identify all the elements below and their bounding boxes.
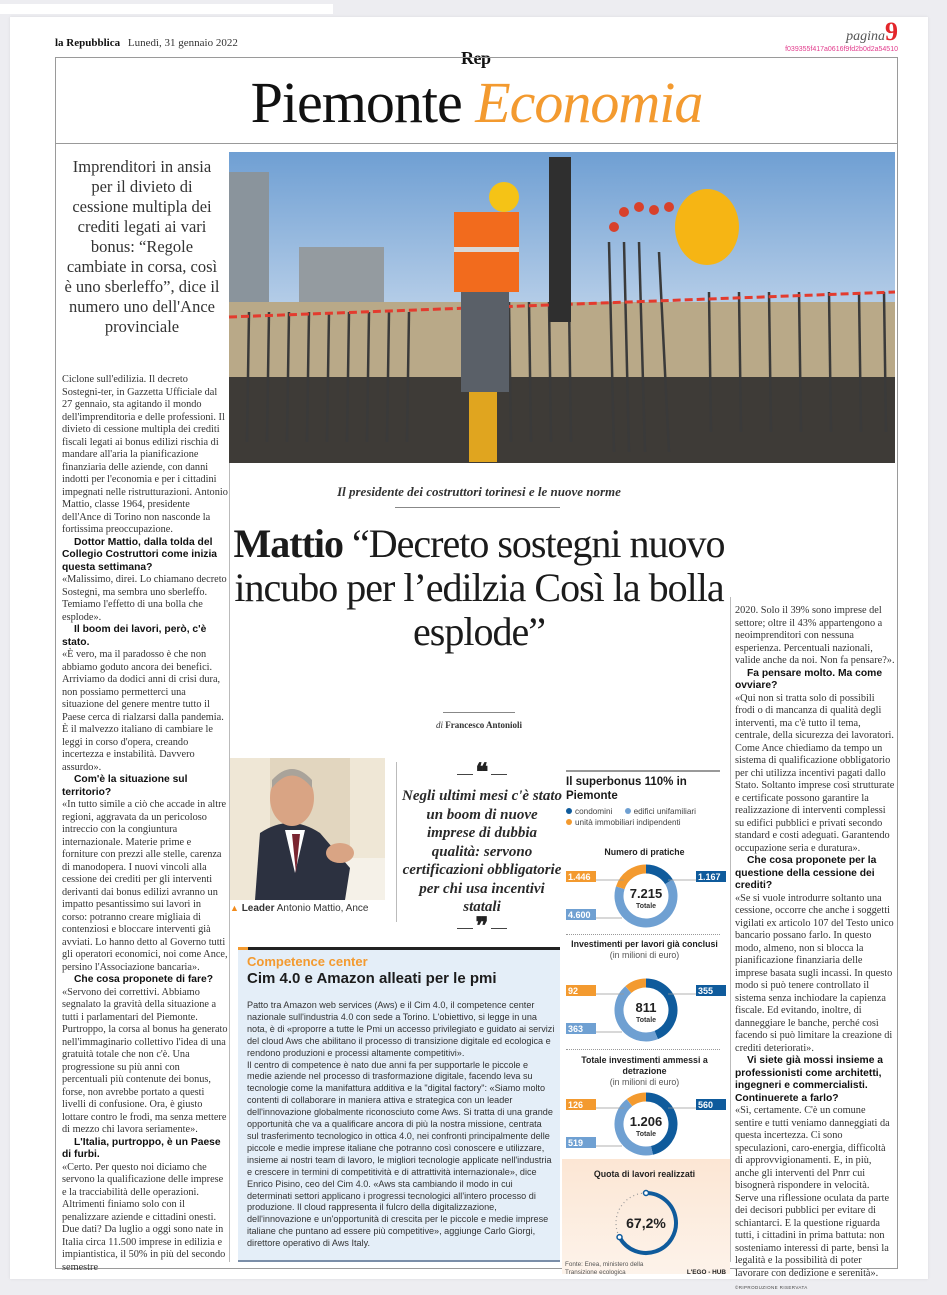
caption-label: Leader xyxy=(241,903,275,914)
article-column-right xyxy=(735,605,895,1295)
rep-logo: Rep xyxy=(457,48,495,69)
article-paragraph: «Servono dei correttivi. Abbiamo segnalato la gravità della situazione a tutti i parlamentari del Piemonte. Purtroppo, la corsa al bonus ha generato nell'immaginario collettivo l'idea di una gratuità totale che non c'è. Una progressione su più anni con percentuali più contenute dei bonus, forse, non avrebbe portato a questi livelli di confusione. Ora, è giusto lottare contro le frodi, ma senza mettere di mezzo chi lavora seriamente». xyxy=(62,986,228,1135)
value-tag-label: 92 xyxy=(568,986,579,996)
chart-separator xyxy=(566,934,720,935)
chart-separator xyxy=(566,1049,720,1050)
interview-question: Vi siete già mossi insieme a professionisti come architetti, ingegneri e commercialisti. Continuerete a farlo? xyxy=(735,1055,884,1104)
value-tag-label: 1.167 xyxy=(698,872,721,882)
donut-total-label: 811 xyxy=(635,1000,657,1015)
article-paragraph: 2020. Solo il 39% sono imprese del settore; oltre il 43% appartengono a neoimprenditori con nessuna esperienza. Percentuali nazionali, valide anche da noi. Non fa pensare?». xyxy=(735,605,895,666)
gauge-value-label: 67,2% xyxy=(626,1215,666,1231)
chart-title: Investimenti per lavori già conclusi (in milioni di euro) xyxy=(571,939,718,960)
section-rule xyxy=(55,143,898,144)
chart-title: Totale investimenti ammessi a detrazione (in milioni di euro) xyxy=(581,1055,708,1087)
construction-photo xyxy=(229,152,895,463)
infographic-title: Il superbonus 110% in Piemonte xyxy=(566,776,687,802)
copyright-note: ©RIPRODUZIONE RISERVATA xyxy=(735,1285,808,1290)
value-tag-label: 519 xyxy=(568,1138,584,1148)
leader-portrait-photo xyxy=(230,758,385,900)
infographic-legend xyxy=(566,806,726,828)
interview-question: Dottor Mattio, dalla tolda del Collegio Costruttori come inizia questa settimana? xyxy=(62,536,218,573)
value-tag-label: 1.446 xyxy=(568,872,591,882)
article-paragraph: «È vero, ma il paradosso è che non abbiamo goduto ancora dei benefici. Arriviamo da dodici anni di crisi dura, non possiamo permetterci una situazione del genere mentre tutto il Paese cerca di rialzarsi dalla pandemia. È il malvezzo italiano di cambiare le leggi in corso d'opera, creando incertezza e instabilità. Davvero assurdo». xyxy=(62,649,224,773)
page-number-value: 9 xyxy=(885,17,898,46)
article-paragraph: «In tutto simile a ciò che accade in altre regioni, aggravata da un pericoloso intreccio con la congiuntura internazionale. Materie prime e forniture con prezzi alle stelle, carenza di manodopera. I nuovi vincoli alla cessione dei crediti per gli interventi derivanti dai bonus edilizi avranno un impatto pesantissimo sui lavori in corso: potranno creare migliaia di contenziosi e bloccare interventi già avviati. Lo hanno detto al Governo tutti gli operatori economici, noi come Ance, persino l'Associazione bancaria». xyxy=(62,799,228,973)
value-tag-label: 126 xyxy=(568,1100,584,1110)
article-column-left xyxy=(62,374,228,1274)
interview-question: Che cosa proponete di fare? xyxy=(74,974,214,985)
donut-chart-detrazione xyxy=(562,1089,730,1159)
legend-item: condomini xyxy=(566,806,612,817)
graphic-credit: L'EGO - HUB xyxy=(686,1269,726,1276)
cc-paragraph: Patto tra Amazon web services (Aws) e il Cim 4.0, il competence center nazionale sull'industria 4.0 con sede a Torino. L'obiettivo, si legge in una nota, è di «proporre a tutte le Pmi un accesso privilegiato e guidato ai servizi del cloud Aws che abilitano il processo di transizione digitale ed ecologica e rendono produzioni e processi altamente competitivi». xyxy=(247,1000,555,1058)
donut-total-label: 7.215 xyxy=(629,886,663,901)
value-tag-label: 560 xyxy=(698,1100,714,1110)
competence-center-body xyxy=(247,1000,555,1250)
value-tag-label: 355 xyxy=(698,986,714,996)
donut-center-caption: Totale xyxy=(635,903,657,910)
donut-center-caption: Totale xyxy=(635,1131,657,1138)
open-quote-icon: ❝ xyxy=(402,758,562,787)
article-paragraph: «Sì, certamente. C'è un comune sentire e tutti veniamo danneggiati da questa incertezza. Ci sono speculazioni, caro-energia, difficoltà di approvvigionamenti. E, in più, anche gli interventi del Pnrr cui bisognerà rispondere in velocità. Serve una riflessione oculata da parte dei decisori pubblici per evitare di schiantarci. E la questione riguarda tutti, i cittadini in prima battuta: non sosteniamo interessi di parte, bensì la legalità e la possibilità di poter lavorare con dedizione e serenità». xyxy=(735,1105,890,1279)
superbonus-infographic xyxy=(562,767,730,1276)
article-kicker: Il presidente dei costruttori torinesi e le nuove norme xyxy=(337,484,621,499)
photo-caption xyxy=(230,903,368,914)
gauge-start-dot xyxy=(644,1191,649,1196)
donut-center-caption: Totale xyxy=(635,1017,657,1024)
section-title xyxy=(55,71,898,135)
construction-photo-illustration xyxy=(229,152,895,463)
donut-segment-unità-immobiliari-indipendenti xyxy=(630,1097,646,1103)
legend-dot-icon xyxy=(566,808,572,814)
page-hash: f039355f417a0616f9fd2b0d2a54510 xyxy=(785,46,898,53)
gauge-end-dot xyxy=(617,1235,622,1240)
byline-rule xyxy=(443,712,515,713)
caption-text: Antonio Mattio, Ance xyxy=(276,903,369,914)
close-quote-icon: ❞ xyxy=(402,912,562,941)
value-tag-label: 4.600 xyxy=(568,910,591,920)
legend-item: edifici unifamiliari xyxy=(625,806,696,817)
value-tag-label: 363 xyxy=(568,1024,584,1034)
article-paragraph: Ciclone sull'edilizia. Il decreto Sostegni-ter, in Gazzetta Ufficiale dal 27 gennaio, sta agitando il mondo dell'imprenditoria e delle professioni. Il divieto di cessione multipla dei crediti fiscali legati ai bonus edilizi rischia di mandare all'aria la pianificazione finanziaria delle aziende, con danni indotti per l'economia e per i cittadini impegnati nelle ristrutturazioni. Antonio Mattio, classe 1964, presidente dell'Ance di Torino non nasconde la fortissima preoccupazione. xyxy=(62,374,228,535)
pullquote-divider xyxy=(396,762,397,922)
interview-question: Che cosa proponete per la questione della cessione dei crediti? xyxy=(735,855,877,891)
article-headline xyxy=(229,522,729,654)
gauge-quota-lavori xyxy=(562,1183,730,1261)
issue-date: Lunedì, 31 gennaio 2022 xyxy=(127,37,238,49)
byline-prefix: di xyxy=(435,720,443,730)
source-note: Fonte: Enea, ministero della Transizione ecologica xyxy=(565,1261,644,1276)
interview-question: Il boom dei lavori, però, c'è stato. xyxy=(62,624,207,648)
chart-title: Numero di pratiche xyxy=(604,847,685,857)
byline xyxy=(229,720,729,730)
section-title-main: Piemonte xyxy=(250,70,462,135)
interview-question: Com'è la situazione sul territorio? xyxy=(62,774,188,798)
article-paragraph: «Malissimo, direi. Lo chiamano decreto Sostegni, ma sembra uno sberleffo. Temiamo l'effetto di una bolla che esplode». xyxy=(62,574,227,623)
donut-chart-lavori-conclusi xyxy=(562,975,730,1045)
article-paragraph: «Se si vuole introdurre soltanto una cessione, occorre che anche i soggetti vigilati ex articolo 107 del Testo unico bancario possano farlo. In questo modo, almeno, non si blocca la pianificazione finanziaria delle imprese basata sugli incassi. In questo modo si può tenere controllato il sistema senza inchiodare la capienza fiscale. Ed evitando, inoltre, di danneggiare le banche, perché così facendo si può limitare la creazione di crediti deteriorati». xyxy=(735,892,894,1054)
page-label: pagina xyxy=(846,29,885,44)
article-paragraph: «Certo. Per questo noi diciamo che servono la qualificazione delle imprese e la tracciabilità delle operazioni. Altrimenti finiamo solo con il penalizzare aziende e cittadini onesti. Due dati? Da luglio a oggi sono nate in Italia circa 11.500 imprese in edilizia e impiantistica, il 50% in più del secondo semestre xyxy=(62,1161,226,1273)
interview-question: L'Italia, purtroppo, è un Paese di furbi. xyxy=(62,1136,221,1160)
cc-paragraph: Il centro di competence è nato due anni fa per supportarle le piccole e medie aziende nel processo di trasformazione digitale, facendo leva su tecnologie come la manifattura additiva e la "digital factory": «Siamo molto contenti di collaborare in maniera attiva e strategica con un leader dell'innovazione globalmente riconosciuto come Aws. Si tratta di una grande opportunità che va a qualificare ancora di più la nostra missione, centrata sul trasferimento tecnologico in ottica 4.0, nei confronti principalmente delle piccole e medie imprese italiane che potranno così conoscere e utilizzare, insieme ai nostri team di lavoro, le migliori tecnologie applicate nell'industria e crescere in termini di competitività e di attrattività internazionale», dice Enrico Pisino, ceo del Cim 4.0. «Aws sta cambiando il modo in cui determinati settori applicano i progressi tecnologici all'intero processo di produzione. Il cloud rappresenta il fulcro della digitalizzazione, dell'innovazione e un'opportunità di crescita per le piccole e medie imprese italiane che puntano ad essere più competitive», aggiunge Carlo Giorgi, direttore operativo di Aws Italy. xyxy=(247,1059,553,1249)
competence-center-topbar xyxy=(238,947,560,950)
infographic-rule xyxy=(566,770,720,772)
headline-name: Mattio xyxy=(233,521,344,566)
byline-author: Francesco Antonioli xyxy=(445,720,522,730)
interview-question: Fa pensare molto. Ma come ovviare? xyxy=(735,667,883,691)
donut-segment-unità-immobiliari-indipendenti xyxy=(628,983,646,990)
chart-title: Quota di lavori realizzati xyxy=(593,1169,696,1179)
column-divider xyxy=(730,597,731,1262)
article-paragraph: «Qui non si tratta solo di possibili frodi o di mancanza di qualità degli interventi, ma c'è tutto il tema, centrale, della sicurezza dei lavoratori. Come Ance chiediamo da tempo un sistema di qualificazione obbligatorio per chi utilizza incentivi pagati dallo Stato. Soltanto imprese così strutturate e certificate possono garantire la realizzazione di interventi complessi su edifici pubblici e privati secondo standard e costi adeguati. Garantendo occupazione seria e duratura». xyxy=(735,692,895,854)
pullquote: Negli ultimi mesi c'è stato un boom di nuove imprese di dubbia qualità: servono certificazioni obbligatorie per chi usa incentivi statali xyxy=(402,788,562,915)
headline-quote: “Decreto sostegni nuovo incubo per l’edilzia Così la bolla esplode” xyxy=(234,521,725,654)
masthead xyxy=(55,37,238,49)
section-title-accent: Economia xyxy=(475,70,703,135)
legend-item: unità immobiliari indipendenti xyxy=(566,817,681,828)
viewer-top-bar xyxy=(0,0,947,14)
page-number xyxy=(846,19,898,45)
legend-dot-icon xyxy=(625,808,631,814)
viewer-tab-strip xyxy=(0,4,333,14)
donut-chart-pratiche xyxy=(562,861,730,931)
donut-total-label: 1.206 xyxy=(629,1114,663,1129)
kicker-rule xyxy=(395,507,560,508)
competence-center-title: Cim 4.0 e Amazon alleati per le pmi xyxy=(247,970,497,987)
portrait-illustration xyxy=(230,758,385,900)
lead-deck: Imprenditori in ansia per il divieto di cessione multipla dei crediti legati ai vari bonus: “Regole cambiate in corsa, così è uno sberleffo”, dice il numero uno dell'Ance provinciale xyxy=(64,157,220,336)
newspaper-brand: la Repubblica xyxy=(55,37,121,49)
caption-triangle-icon: ▲ xyxy=(230,903,239,913)
newspaper-page xyxy=(10,17,928,1290)
competence-center-kicker: Competence center xyxy=(247,954,368,969)
legend-dot-icon xyxy=(566,819,572,825)
